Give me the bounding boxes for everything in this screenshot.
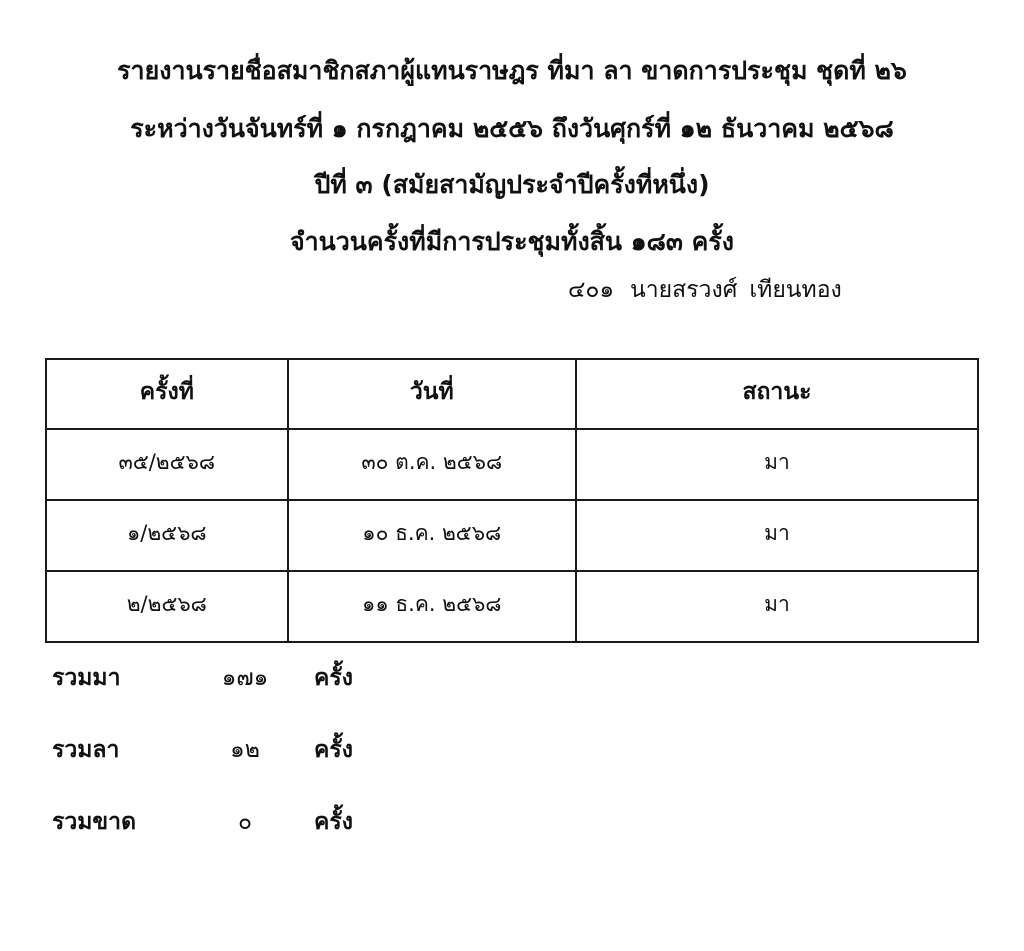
member-info xyxy=(568,272,842,308)
summary-count: ๑๒ xyxy=(230,737,260,763)
session-cell: ๒/๒๕๖๘ xyxy=(46,571,288,642)
column-header-status: สถานะ xyxy=(576,359,978,429)
summary-count: ๐ xyxy=(237,809,253,835)
table-row xyxy=(46,571,978,642)
summary-unit: ครั้ง xyxy=(314,737,353,763)
member-number: ๔๐๑ xyxy=(568,277,615,303)
table-row xyxy=(46,500,978,571)
summary-label: รวมขาด xyxy=(52,809,137,835)
report-period: ระหว่างวันจันทร์ที่ ๑ กรกฎาคม ๒๕๕๖ ถึงวันศุกร์ที่ ๑๒ ธันวาคม ๒๕๖๘ xyxy=(130,114,894,143)
member-name: นายสรวงศ์ xyxy=(630,277,738,303)
status-cell: มา xyxy=(576,429,978,500)
report-title: รายงานรายชื่อสมาชิกสภาผู้แทนราษฎร ที่มา ลา ขาดการประชุม ชุดที่ ๒๖ xyxy=(117,56,907,85)
report-session-year: ปีที่ ๓ (สมัยสามัญประจำปีครั้งที่หนึ่ง) xyxy=(314,170,710,199)
attendance-table xyxy=(45,358,979,643)
status-cell: มา xyxy=(576,571,978,642)
report-total-meetings: จำนวนครั้งที่มีการประชุมทั้งสิ้น ๑๘๓ ครั้ง xyxy=(289,227,735,256)
summary-count: ๑๗๑ xyxy=(221,665,269,691)
date-cell: ๑๑ ธ.ค. ๒๕๖๘ xyxy=(288,571,576,642)
column-header-session: ครั้งที่ xyxy=(46,359,288,429)
session-cell: ๓๕/๒๕๖๘ xyxy=(46,429,288,500)
member-surname: เทียนทอง xyxy=(749,277,842,303)
date-cell: ๑๐ ธ.ค. ๒๕๖๘ xyxy=(288,500,576,571)
status-cell: มา xyxy=(576,500,978,571)
table-row xyxy=(46,429,978,500)
summary-unit: ครั้ง xyxy=(314,665,353,691)
date-cell: ๓๐ ต.ค. ๒๕๖๘ xyxy=(288,429,576,500)
table-header-row xyxy=(46,359,978,429)
summary-label: รวมลา xyxy=(52,737,120,763)
summary-label: รวมมา xyxy=(52,665,121,691)
column-header-date: วันที่ xyxy=(288,359,576,429)
session-cell: ๑/๒๕๖๘ xyxy=(46,500,288,571)
summary-unit: ครั้ง xyxy=(314,809,353,835)
